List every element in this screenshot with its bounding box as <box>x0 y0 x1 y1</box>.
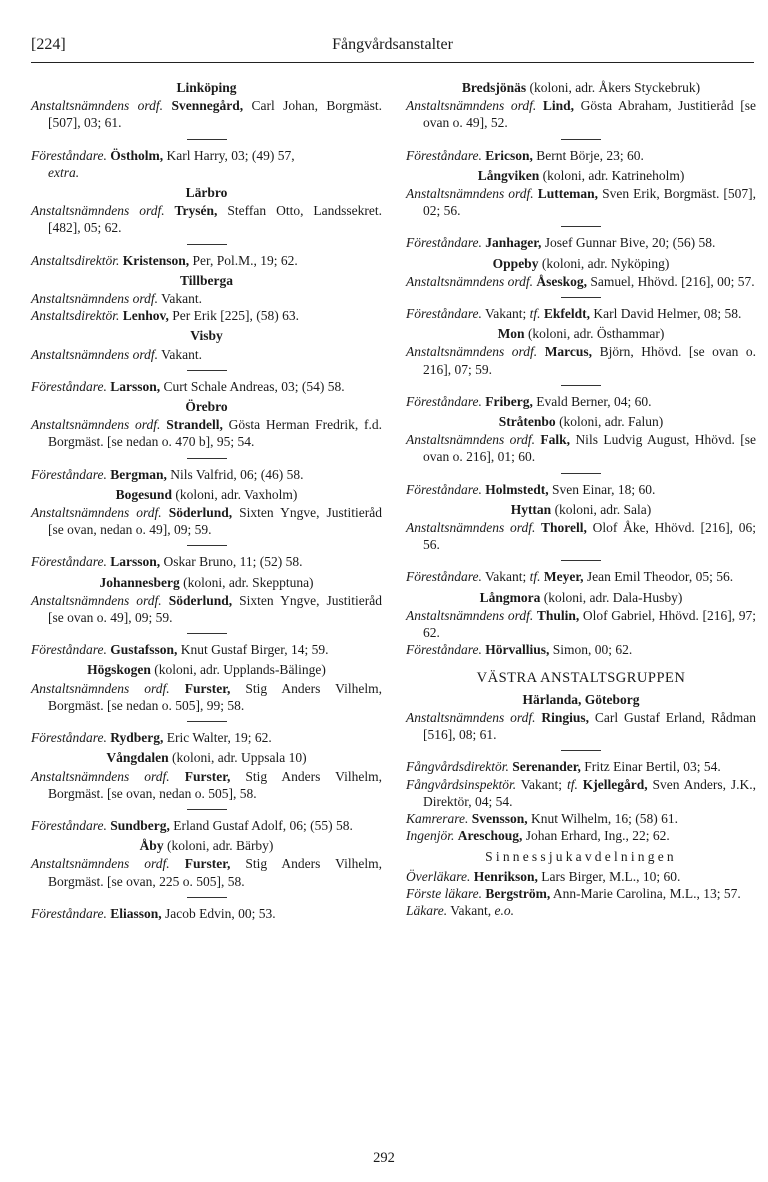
entry-role: Föreståndare. <box>406 642 482 658</box>
page-reference: [224] <box>31 36 66 53</box>
person-name: Kristenson, <box>122 252 190 268</box>
entry-separator <box>561 560 601 561</box>
entry-role: Föreståndare. <box>406 393 482 409</box>
entry-details: Erland Gustaf Adolf, 06; (55) 58. <box>173 817 353 833</box>
institution-address: (koloni, adr. Skepptuna) <box>179 574 314 590</box>
person-name: Svennegård, <box>171 98 244 114</box>
subsection-heading: Sinnessjukavdelningen <box>485 849 677 865</box>
entry-details: Knut Wilhelm, 16; (58) 61. <box>531 810 678 826</box>
left-column <box>31 76 382 922</box>
institution-name: Hyttan <box>510 501 552 517</box>
person-name: Furster, <box>184 768 231 784</box>
person-name: Lind, <box>542 98 574 114</box>
person-name: Henrikson, <box>473 868 538 884</box>
institution-name: Härlanda, Göteborg <box>522 691 640 707</box>
person-name: Bergström, <box>485 885 551 901</box>
institution-address: (koloni, adr. Katrineholm) <box>539 167 685 183</box>
staff-entry <box>31 905 382 922</box>
institution-name: Högskogen <box>87 662 151 678</box>
institution-heading <box>406 79 756 96</box>
entry-details: Gösta Abraham, Justitieråd [se ovan o. 49], 52. <box>423 98 757 131</box>
institution-address: (koloni, adr. Falun) <box>555 414 664 430</box>
entry-details: Björn, Hhövd. [se ovan o. 216], 07; 59. <box>423 344 757 377</box>
staff-entry <box>406 868 756 885</box>
entry-details: Knut Gustaf Birger, 14; 59. <box>180 642 329 658</box>
staff-entry <box>31 307 382 324</box>
entry-role: Anstaltsnämndens ordf. <box>31 417 161 433</box>
entry-details: Carl Gustaf Erland, Rådman [516], 08; 61. <box>423 709 756 743</box>
entry-separator <box>187 897 227 898</box>
entry-role: Föreståndare. <box>31 378 107 394</box>
entry-separator <box>561 297 601 298</box>
entry-role-secondary: tf. <box>529 306 541 322</box>
staff-entry <box>31 466 382 483</box>
person-name: Hörvallius, <box>485 642 550 658</box>
institution-address: (koloni, adr. Uppsala 10) <box>168 750 307 766</box>
staff-entry <box>31 97 382 131</box>
staff-entry <box>406 234 756 251</box>
entry-role: Anstaltsdirektör. <box>31 252 120 268</box>
entry-role: Fångvårdsdirektör. <box>406 759 509 775</box>
entry-role: Föreståndare. <box>31 147 107 163</box>
entry-separator <box>187 244 227 245</box>
entry-role: Förste läkare. <box>406 885 482 901</box>
entry-details: Olof Åke, Hhövd. [216], 06; 56. <box>423 520 757 553</box>
entry-role: Anstaltsnämndens ordf. <box>31 768 170 784</box>
staff-entry <box>406 641 756 658</box>
institution-name: Åby <box>139 838 164 854</box>
entry-role: Anstaltsnämndens ordf. <box>31 346 159 362</box>
institution-name: Visby <box>190 328 223 344</box>
person-name: Furster, <box>184 856 231 872</box>
institution-heading <box>406 413 756 430</box>
institution-heading <box>31 837 382 854</box>
staff-entry <box>406 97 756 131</box>
entry-role: Föreståndare. <box>406 306 482 322</box>
entry-role: Ingenjör. <box>406 828 455 844</box>
entry-role: Anstaltsnämndens ordf. <box>31 680 170 696</box>
entry-details: Gösta Herman Fredrik, f.d. Borgmäst. [se nedan o. 470 b], 95; 54. <box>48 417 383 450</box>
person-name: Gustafsson, <box>110 642 178 658</box>
institution-address: (koloni, adr. Bärby) <box>163 838 274 854</box>
person-name: Trysén, <box>174 203 218 219</box>
entry-details: Curt Schale Andreas, 03; (54) 58. <box>163 378 345 394</box>
person-name: Eliasson, <box>110 905 162 921</box>
staff-entry <box>31 202 382 236</box>
institution-name: Bogesund <box>115 486 172 502</box>
person-name: Holmstedt, <box>485 481 549 497</box>
institution-address: (koloni, adr. Östhammar) <box>524 326 665 342</box>
entry-role: Föreståndare. <box>406 235 482 251</box>
entry-details: Samuel, Hhövd. [216], 00; 57. <box>590 273 755 289</box>
institution-heading <box>31 749 382 766</box>
entry-role: Anstaltsnämndens ordf. <box>31 98 164 114</box>
person-name: Marcus, <box>544 344 593 360</box>
institution-name: Långviken <box>477 167 540 183</box>
entry-role: Anstaltsnämndens ordf. <box>406 520 536 536</box>
person-name: Ericson, <box>485 147 533 163</box>
person-name: Svensson, <box>471 810 528 826</box>
institution-name: Linköping <box>176 80 237 95</box>
entry-details: Karl Harry, 03; (49) 57, <box>166 147 295 163</box>
section-heading: VÄSTRA ANSTALTSGRUPPEN <box>476 670 686 687</box>
entry-details: Vakant. <box>161 291 203 307</box>
institution-name: Stråtenbo <box>498 414 556 430</box>
staff-entry <box>406 147 756 164</box>
staff-entry <box>31 252 382 269</box>
staff-entry <box>406 305 756 322</box>
entry-note: extra. <box>48 164 80 180</box>
entry-separator <box>187 545 227 546</box>
entry-details: Steffan Otto, Landssekret. [482], 05; 62. <box>48 203 382 236</box>
entry-role: Föreståndare. <box>31 905 107 921</box>
person-name: Söderlund, <box>168 592 233 608</box>
institution-heading <box>31 327 382 344</box>
institution-heading <box>31 574 382 591</box>
entry-role: Kamrerare. <box>406 810 469 826</box>
person-name: Janhager, <box>485 235 542 251</box>
institution-heading <box>406 589 756 606</box>
entry-details: Johan Erhard, Ing., 22; 62. <box>525 828 670 844</box>
entry-details: Oskar Bruno, 11; (52) 58. <box>163 554 303 570</box>
person-name: Larsson, <box>110 554 161 570</box>
entry-separator <box>561 226 601 227</box>
institution-heading <box>406 167 756 184</box>
staff-entry <box>406 481 756 498</box>
entry-details-secondary: Karl David Helmer, 08; 58. <box>593 306 742 322</box>
entry-details: Stig Anders Vilhelm, Borgmäst. [se ovan, nedan o. 505], 58. <box>48 768 382 801</box>
entry-role: Läkare. <box>406 902 448 918</box>
entry-details: Lars Birger, M.L., 10; 60. <box>541 868 681 884</box>
institution-address: (koloni, adr. Vaxholm) <box>171 486 298 502</box>
staff-entry <box>31 592 382 626</box>
staff-entry <box>406 393 756 410</box>
institution-heading <box>406 255 756 272</box>
entry-role: Anstaltsnämndens ordf. <box>406 607 534 623</box>
institution-heading <box>31 398 382 415</box>
institution-heading <box>406 501 756 518</box>
entry-details-secondary: Jean Emil Theodor, 05; 56. <box>586 569 734 585</box>
person-name: Thorell, <box>541 520 587 536</box>
entry-role: Föreståndare. <box>31 466 107 482</box>
institution-address: (koloni, adr. Åkers Styckebruk) <box>526 80 701 95</box>
institution-heading <box>31 79 382 96</box>
institution-heading <box>406 691 756 708</box>
institution-heading <box>31 486 382 503</box>
entry-separator <box>561 750 601 751</box>
entry-separator <box>561 385 601 386</box>
entry-details: Eric Walter, 19; 62. <box>166 730 272 746</box>
person-name-secondary: Kjellegård, <box>582 776 648 792</box>
entry-details: Jacob Edvin, 00; 53. <box>165 905 276 921</box>
institution-address: (koloni, adr. Upplands-Bälinge) <box>150 662 326 678</box>
person-name: Lutteman, <box>537 186 599 202</box>
entry-details: Sven Erik, Borgmäst. [507], 02; 56. <box>423 186 757 219</box>
institution-name: Tillberga <box>179 272 233 288</box>
entry-role: Föreståndare. <box>31 554 107 570</box>
entry-details: Ann-Marie Carolina, M.L., 13; 57. <box>552 885 741 901</box>
entry-role: Föreståndare. <box>406 147 482 163</box>
entry-details: Bernt Börje, 23; 60. <box>536 147 644 163</box>
institution-address: (koloni, adr. Dala-Husby) <box>540 589 683 605</box>
institution-address: (koloni, adr. Nyköping) <box>538 255 670 271</box>
entry-role: Föreståndare. <box>31 817 107 833</box>
entry-details: Stig Anders Vilhelm, Borgmäst. [se ovan, 225 o. 505], 58. <box>48 856 382 889</box>
entry-details: Vakant; <box>520 776 563 792</box>
person-name: Serenander, <box>512 759 581 775</box>
person-name: Bergman, <box>110 466 167 482</box>
institution-name: Långmora <box>479 589 541 605</box>
entry-role: Anstaltsnämndens ordf. <box>406 186 534 202</box>
entry-details: Sixten Yngve, Justitieråd [se ovan o. 49], 09; 59. <box>48 592 383 626</box>
staff-entry <box>31 346 382 363</box>
staff-entry <box>406 827 756 844</box>
staff-entry <box>406 568 756 585</box>
entry-details: Vakant; <box>485 306 527 322</box>
entry-role: Fångvårdsinspektör. <box>406 776 517 792</box>
entry-separator <box>187 458 227 459</box>
entry-role: Anstaltsnämndens ordf. <box>31 203 165 219</box>
staff-entry <box>406 810 756 827</box>
staff-entry <box>31 416 382 450</box>
staff-entry <box>31 378 382 395</box>
running-title: Fångvårdsanstalter <box>332 36 453 53</box>
entry-details: Vakant; <box>485 569 527 585</box>
institution-name: Lärbro <box>185 185 228 201</box>
entry-role: Föreståndare. <box>406 569 482 585</box>
person-name: Larsson, <box>110 378 161 394</box>
staff-entry <box>31 553 382 570</box>
entry-role: Anstaltsnämndens ordf. <box>406 98 537 114</box>
entry-role: Anstaltsnämndens ordf. <box>406 709 536 725</box>
institution-name: Örebro <box>185 399 228 415</box>
staff-entry <box>31 817 382 834</box>
entry-details: Simon, 00; 62. <box>552 642 633 658</box>
right-column <box>406 76 756 919</box>
entry-details: Nils Ludvig August, Hhövd. [se ovan o. 216], 01; 60. <box>423 432 756 465</box>
staff-entry <box>406 431 756 465</box>
institution-name: Mon <box>497 326 525 342</box>
institution-name: Bredsjönäs <box>461 80 527 95</box>
staff-entry <box>406 776 756 810</box>
institution-heading <box>406 325 756 342</box>
institution-heading <box>31 184 382 201</box>
page-number: 292 <box>373 1150 395 1166</box>
staff-entry <box>406 519 756 553</box>
entry-details: Per Erik [225], (58) 63. <box>172 308 300 324</box>
staff-entry <box>31 680 382 714</box>
entry-role: Anstaltsnämndens ordf. <box>406 432 536 448</box>
entry-details: Per, Pol.M., 19; 62. <box>192 252 298 268</box>
entry-details: Sven Einar, 18; 60. <box>552 481 656 497</box>
person-name: Rydberg, <box>110 730 164 746</box>
person-name-secondary: Meyer, <box>543 569 584 585</box>
staff-entry <box>406 273 756 290</box>
entry-role-secondary: e.o. <box>494 902 515 918</box>
staff-entry <box>31 147 382 181</box>
staff-entry <box>406 758 756 775</box>
entry-separator <box>187 809 227 810</box>
person-name: Ringius, <box>541 709 589 725</box>
staff-entry <box>31 855 382 889</box>
staff-entry <box>406 607 756 641</box>
institution-address: (koloni, adr. Sala) <box>551 501 652 517</box>
entry-details: Sixten Yngve, Justitieråd [se ovan, nedan o. 49], 09; 59. <box>48 505 383 538</box>
entry-role: Anstaltsnämndens ordf. <box>31 592 162 608</box>
entry-separator <box>187 139 227 140</box>
staff-entry <box>406 185 756 219</box>
person-name: Sundberg, <box>110 817 170 833</box>
staff-entry <box>31 504 382 538</box>
entry-role: Anstaltsnämndens ordf. <box>31 291 159 307</box>
entry-role: Anstaltsnämndens ordf. <box>31 856 170 872</box>
person-name-secondary: Ekfeldt, <box>543 306 591 322</box>
institution-name: Vångdalen <box>106 750 169 766</box>
entry-details: Fritz Einar Bertil, 03; 54. <box>584 759 721 775</box>
person-name: Lenhov, <box>122 308 169 324</box>
entry-details-secondary: Sven Anders, J.K., Direktör, 04; 54. <box>423 776 757 809</box>
person-name: Åseskog, <box>536 273 588 289</box>
staff-entry <box>31 290 382 307</box>
entry-separator <box>187 721 227 722</box>
staff-entry <box>31 768 382 802</box>
entry-role: Anstaltsnämndens ordf. <box>406 344 538 360</box>
entry-separator <box>187 633 227 634</box>
person-name: Östholm, <box>110 147 164 163</box>
person-name: Söderlund, <box>168 505 233 521</box>
entry-separator <box>187 370 227 371</box>
staff-entry <box>406 902 756 919</box>
staff-entry <box>406 885 756 902</box>
entry-role: Anstaltsdirektör. <box>31 308 120 324</box>
staff-entry <box>406 343 756 377</box>
entry-details: Olof Gabriel, Hhövd. [216], 97; 62. <box>423 607 757 641</box>
person-name: Thulin, <box>536 607 580 623</box>
entry-role-secondary: tf. <box>529 569 541 585</box>
entry-role: Föreståndare. <box>406 481 482 497</box>
person-name: Furster, <box>184 680 231 696</box>
entry-details: Vakant. <box>161 346 203 362</box>
person-name: Areschoug, <box>457 828 523 844</box>
person-name: Falk, <box>540 432 571 448</box>
entry-details: Evald Berner, 04; 60. <box>536 393 652 409</box>
person-name: Friberg, <box>485 393 533 409</box>
entry-separator <box>561 139 601 140</box>
staff-entry <box>31 641 382 658</box>
entry-details: Stig Anders Vilhelm, Borgmäst. [se nedan o. 505], 99; 58. <box>48 680 382 713</box>
entry-details: Carl Johan, Borgmäst. [507], 03; 61. <box>48 98 383 131</box>
staff-entry <box>406 709 756 743</box>
entry-details: Josef Gunnar Bive, 20; (56) 58. <box>544 235 716 251</box>
entry-role: Föreståndare. <box>31 730 107 746</box>
entry-role: Överläkare. <box>406 868 471 884</box>
institution-name: Johannesberg <box>99 574 180 590</box>
running-header <box>31 36 754 63</box>
person-name: Strandell, <box>166 417 223 433</box>
entry-role: Anstaltsnämndens ordf. <box>406 273 534 289</box>
entry-details: Vakant, <box>450 902 492 918</box>
entry-role-secondary: tf. <box>566 776 578 792</box>
entry-details: Nils Valfrid, 06; (46) 58. <box>170 466 304 482</box>
staff-entry <box>31 729 382 746</box>
institution-heading <box>31 272 382 289</box>
institution-heading <box>31 661 382 678</box>
entry-separator <box>561 473 601 474</box>
entry-role: Anstaltsnämndens ordf. <box>31 505 162 521</box>
entry-role: Föreståndare. <box>31 642 107 658</box>
institution-name: Oppeby <box>492 255 539 271</box>
